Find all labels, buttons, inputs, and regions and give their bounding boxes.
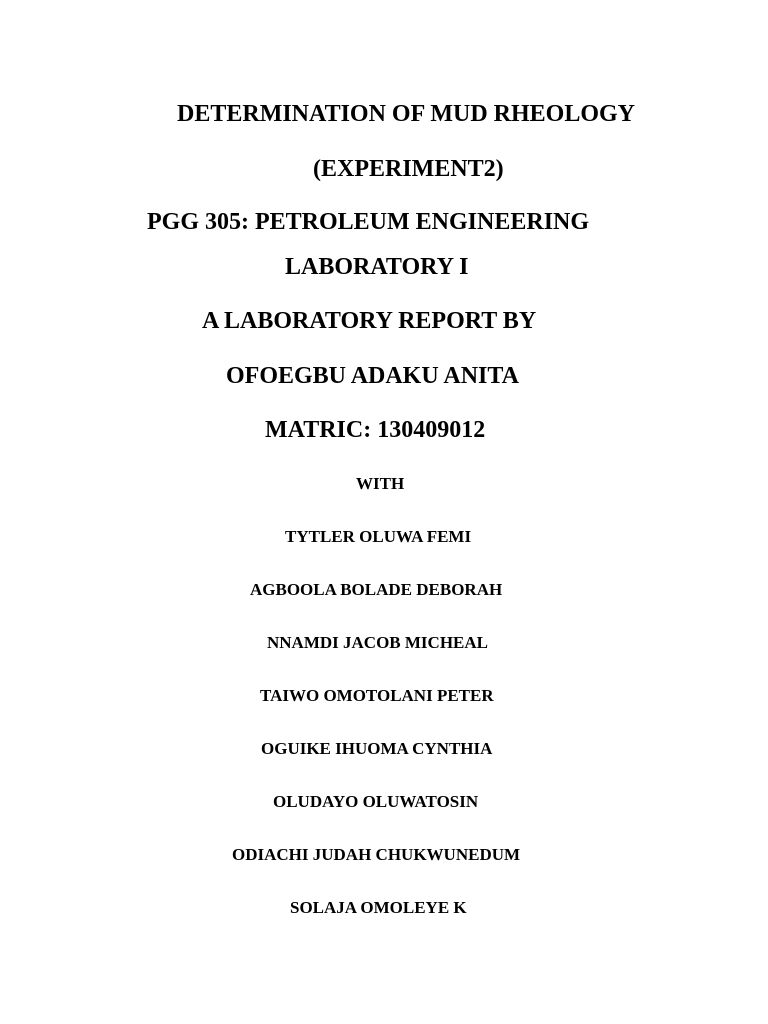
matric-number: MATRIC: 130409012 — [265, 417, 486, 443]
group-member: OGUIKE IHUOMA CYNTHIA — [261, 739, 493, 758]
group-member: ODIACHI JUDAH CHUKWUNEDUM — [232, 845, 521, 864]
group-member: TAIWO OMOTOLANI PETER — [260, 686, 494, 705]
group-member: TYTLER OLUWA FEMI — [285, 527, 472, 546]
course-title-line-2: LABORATORY I — [285, 254, 469, 280]
with-label: WITH — [356, 474, 405, 493]
report-title-line-1: DETERMINATION OF MUD RHEOLOGY — [177, 101, 636, 127]
report-by-heading: A LABORATORY REPORT BY — [202, 308, 537, 334]
group-member: AGBOOLA BOLADE DEBORAH — [250, 580, 503, 599]
course-title-line-1: PGG 305: PETROLEUM ENGINEERING — [147, 209, 590, 235]
group-member: SOLAJA OMOLEYE K — [290, 898, 467, 917]
author-name: OFOEGBU ADAKU ANITA — [226, 363, 519, 389]
group-member: OLUDAYO OLUWATOSIN — [273, 792, 479, 811]
report-title-line-2: (EXPERIMENT2) — [313, 156, 504, 182]
group-member: NNAMDI JACOB MICHEAL — [267, 633, 488, 652]
